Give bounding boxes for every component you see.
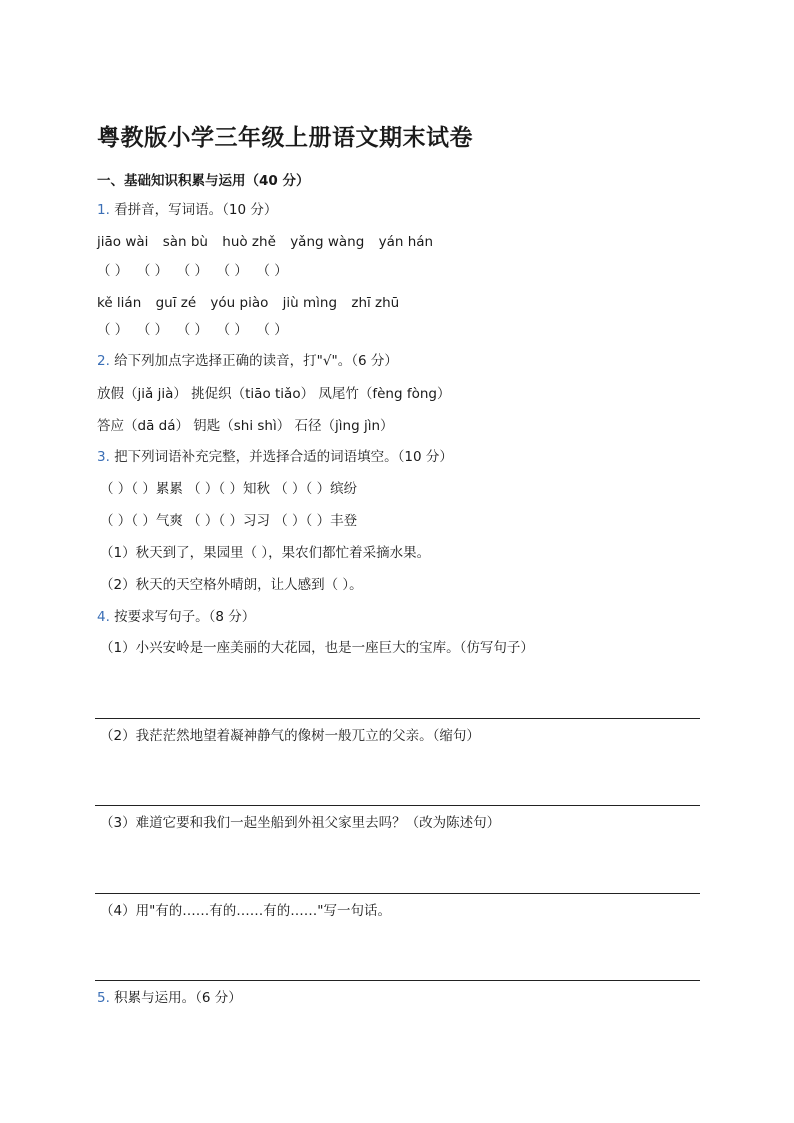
page-title: 粤教版小学三年级上册语文期末试卷: [97, 125, 473, 151]
idiom-row-2[interactable]: （ ）（ ）气爽 （ ）（ ）习习 （ ）（ ）丰登: [100, 513, 358, 529]
question-3: [97, 448, 453, 466]
question-5: [97, 989, 242, 1007]
reading-choice-row-1[interactable]: 放假（jiǎ jià） 挑促织（tiāo tiǎo） 凤尾竹（fèng fòng）: [97, 386, 451, 402]
question-3-text: 把下列词语补充完整，并选择合适的词语填空。（10 分）: [109, 449, 453, 465]
pinyin-item: kě lián: [97, 295, 142, 311]
pinyin-item: zhī zhū: [351, 295, 400, 311]
question-2-text: 给下列加点字选择正确的读音，打"√"。（6 分）: [109, 353, 398, 369]
pinyin-item: jiù mìng: [282, 295, 338, 311]
question-1: [97, 201, 277, 219]
answer-line-4[interactable]: [95, 980, 700, 981]
question-1-text: 看拼音，写词语。（10 分）: [109, 202, 278, 218]
sentence-task-1: （1）小兴安岭是一座美丽的大花园，也是一座巨大的宝库。（仿写句子）: [100, 640, 534, 656]
question-4: [97, 608, 255, 626]
question-4-text: 按要求写句子。（8 分）: [109, 609, 256, 625]
question-1-number: 1.: [97, 202, 110, 218]
pinyin-item: sàn bù: [162, 234, 208, 250]
question-2-number: 2.: [97, 353, 110, 369]
answer-line-1[interactable]: [95, 718, 700, 719]
pinyin-item: huò zhě: [222, 234, 276, 250]
pinyin-item: yán hán: [378, 234, 434, 250]
question-5-text: 积累与运用。（6 分）: [109, 990, 242, 1006]
fill-in-sentence-2[interactable]: （2）秋天的天空格外晴朗，让人感到（ ）。: [100, 577, 363, 593]
idiom-row-1[interactable]: （ ）（ ）累累 （ ）（ ）知秋 （ ）（ ）缤纷: [100, 481, 358, 497]
pinyin-item: guī zé: [155, 295, 197, 311]
question-3-number: 3.: [97, 449, 110, 465]
sentence-task-2: （2）我茫茫然地望着凝神静气的像树一般兀立的父亲。（缩句）: [100, 728, 480, 744]
pinyin-item: jiāo wài: [97, 234, 149, 250]
answer-blanks-row-1[interactable]: （ ） （ ） （ ） （ ） （ ）: [97, 263, 288, 279]
question-4-number: 4.: [97, 609, 110, 625]
answer-blanks-row-2[interactable]: （ ） （ ） （ ） （ ） （ ）: [97, 322, 288, 338]
answer-line-2[interactable]: [95, 805, 700, 806]
pinyin-row-2: [97, 294, 399, 312]
answer-line-3[interactable]: [95, 893, 700, 894]
pinyin-row-1: [97, 233, 433, 251]
pinyin-item: yǎng wàng: [290, 234, 365, 250]
pinyin-item: yóu piào: [210, 295, 269, 311]
fill-in-sentence-1[interactable]: （1）秋天到了，果园里（ ），果农们都忙着采摘水果。: [100, 545, 431, 561]
section-heading-basics: 一、基础知识积累与运用（40 分）: [97, 173, 310, 189]
reading-choice-row-2[interactable]: 答应（dā dá） 钥匙（shi shì） 石径（jìng jìn）: [97, 418, 394, 434]
question-5-number: 5.: [97, 990, 110, 1006]
question-2: [97, 352, 398, 370]
sentence-task-4: （4）用"有的……有的……有的……"写一句话。: [100, 903, 392, 919]
sentence-task-3: （3）难道它要和我们一起坐船到外祖父家里去吗？（改为陈述句）: [100, 815, 501, 831]
